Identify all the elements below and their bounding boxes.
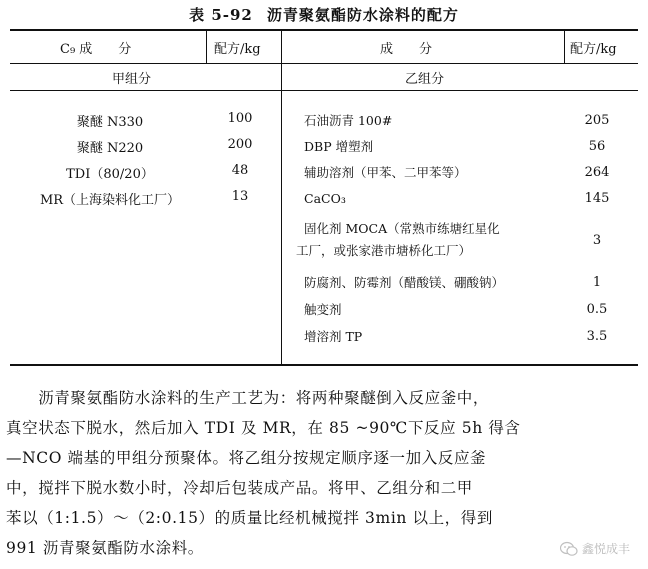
watermark-text: 鑫悦成丰 (581, 542, 630, 556)
header-right-component: 成 分 (380, 42, 433, 57)
paragraph-line: 真空状态下脱水，然后加入 TDI 及 MR，在 85 ~90℃下反应 5h 得含 (6, 419, 521, 437)
header-right-amount: 配方/kg (570, 42, 617, 57)
paragraph-line: 沥青聚氨酯防水涂料的生产工艺为：将两种聚醚倒入反应釜中， (6, 389, 490, 407)
col-divider-center (281, 30, 282, 365)
group-a-item-name: TDI（80/20） (66, 167, 154, 182)
header-rule (10, 63, 638, 64)
group-a-item-amount: 13 (231, 189, 249, 204)
paragraph-line: 苯以（1:1.5）～（2:0.15）的质量比经机械搅拌 3min 以上，得到 (6, 509, 493, 527)
group-b-item-amount: 56 (588, 139, 606, 154)
table-number: 表 5-92 (189, 6, 253, 24)
group-b-label: 乙组分 (405, 72, 445, 87)
group-b-item-amount: 0.5 (586, 302, 608, 317)
top-rule (10, 29, 638, 31)
group-b-item-amount: 1 (592, 275, 602, 290)
group-label-rule (10, 90, 638, 91)
group-a-label: 甲组分 (112, 72, 152, 87)
group-b-item-name: 触变剂 (304, 302, 342, 317)
paragraph-line: 991 沥青聚氨酯防水涂料。 (6, 539, 204, 557)
group-a-item-amount: 48 (231, 163, 249, 178)
process-description (6, 383, 642, 563)
group-b-item-name: 增溶剂 TP (304, 329, 363, 344)
group-b-item-name: CaCO₃ (304, 191, 346, 206)
group-b-item-amount: 3 (592, 233, 602, 248)
group-b-item-name-continued: 工厂，或张家港市塘桥化工厂） (296, 243, 472, 258)
paragraph-line: 中，搅拌下脱水数小时，冷却后包装成产品。将甲、乙组分和二甲 (6, 479, 473, 497)
table-caption: 沥青聚氨酯防水涂料的配方 (266, 6, 459, 24)
group-a-item-amount: 100 (227, 111, 253, 126)
header-left-amount: 配方/kg (214, 42, 261, 57)
watermark (560, 540, 630, 557)
group-b-item-name: DBP 增塑剂 (304, 139, 374, 154)
group-b-item-amount: 205 (584, 113, 610, 128)
group-b-item-amount: 264 (584, 165, 610, 180)
col-divider-left (206, 30, 207, 64)
paragraph-line: —NCO 端基的甲组分预聚体。将乙组分按规定顺序逐一加入反应釜 (6, 449, 487, 467)
group-b-item-name: 固化剂 MOCA（常熟市练塘红星化 (304, 221, 500, 236)
group-b-item-name: 防腐剂、防霉剂（醋酸镁、硼酸钠） (304, 275, 505, 290)
table-title (0, 4, 648, 25)
group-b-item-amount: 3.5 (586, 329, 608, 344)
group-b-item-amount: 145 (584, 191, 610, 206)
group-b-item-name: 石油沥青 100# (304, 113, 393, 128)
chat-bubble-icon (560, 541, 578, 557)
group-b-item-name: 辅助溶剂（甲苯、二甲苯等） (304, 165, 467, 180)
group-a-item-amount: 200 (227, 137, 253, 152)
header-left-component: C₉ 成 分 (60, 42, 132, 57)
group-a-item-name: 聚醚 N220 (76, 141, 144, 156)
col-divider-right (564, 30, 565, 64)
group-a-item-name: 聚醚 N330 (76, 115, 144, 130)
bottom-rule (10, 364, 638, 366)
group-a-item-name: MR（上海染料化工厂） (39, 193, 181, 208)
